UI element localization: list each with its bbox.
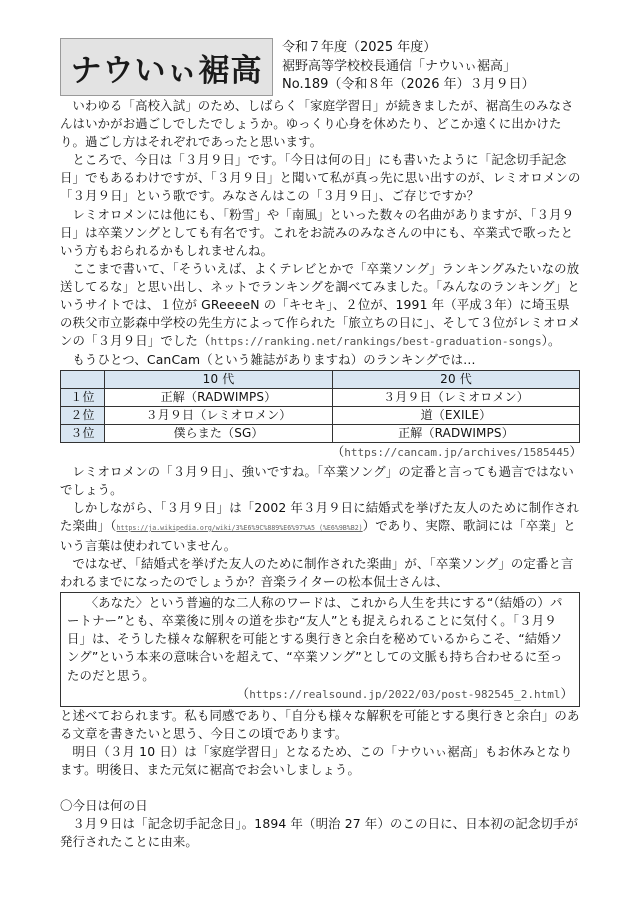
fiscal-year: 令和７年度（2025 年度） [282,40,437,55]
cancam-link[interactable]: https://cancam.jp/archives/1585445 [344,446,570,460]
newsletter-title: 裾野高等学校校長通信「ナウいぃ裾高」 [282,58,517,74]
paragraph: ではなぜ、「結婚式を挙げた友人のために制作された楽曲」が、「卒業ソング」の定番と言われるまでになったのでしょうか？音楽ライターの松本侃士さんは、 [60,555,574,590]
paragraph-text: ）。 [541,333,561,349]
spacer [60,779,582,797]
table-source: （https://cancam.jp/archives/1585445） [331,444,582,460]
table-row [61,425,580,443]
quote-box [60,592,580,707]
ranking-table [60,370,580,443]
paragraph: 明日（３月 10 日）は「家庭学習日」となるため、この「ナウいぃ裾高」もお休みとなります。明後日、また元気に裾高でお会いしましょう。 [60,743,573,777]
paragraph: しかしながら、「３月９日」は「2002 年３月９日に結婚式を挙げた友人のために制作された楽曲」（https://ja.wikipedia.org/wiki/3%E6%9C%889%E6%97%A5_(%E6%9B%B2)）であり、実際、歌詞には「卒業」という言葉は使われていません。 [60,499,579,553]
newsletter-logo: ナウいぃ裾高 [60,38,273,96]
column-header-teens: 10 代 [105,371,333,389]
rank-cell: ３位 [61,425,105,443]
paragraph-text: ここまで書いて、「そういえば、よくテレビとかで「卒業ソング」ランキングみたいなの放送してるな」と思い出し、ネットでランキングを調べてみました。「みんなのランキング」というサイトでは、１位が GReeeeN の「キセキ」、２位が、1991 年（平成３年）に埼玉県の秩父市立影森中学校の先生方によって作られた「旅立ちの日に」、そして３位がレミオロメンの「３月９日」でした（ [60,260,581,349]
quote-source: （https://realsound.jp/2022/03/post-982545_2.html） [236,685,573,701]
paragraph: レミオロメンの「３月９日」、強いですね。「卒業ソング」の定番と言っても過言ではないでしょう。 [60,463,574,497]
issue-info [282,39,582,95]
table-row [61,389,580,407]
today-text: ３月９日は「記念切手記念日」。1894 年（明治 27 年）のこの日に、日本初の記念切手が発行されたことに由来。 [60,816,579,850]
table-header-row [61,371,580,389]
table-row [61,407,580,425]
paragraph: と述べておられます。私も同感であり、「自分も様々な解釈を可能とする奥行きと余白」のある文章を書きたいと思う、今日この頃であります。 [60,707,580,741]
newsletter-header [60,38,580,96]
paragraph: ところで、今日は「３月９日」です。「今日は何の日」にも書いたように「記念切手記念日」でもあるわけですが、「３月９日」と聞いて私が真っ先に思い出すのが、レミオロメンの「３月９日」という歌です。みなさんはこの「３月９日」、ご存じですか？ [60,152,581,204]
article-body [60,97,582,851]
ranking-link[interactable]: https://ranking.net/rankings/best-graduation-songs [210,335,542,349]
table-cell: 道（EXILE） [333,407,580,425]
rank-cell: ２位 [61,407,105,425]
table-cell: 正解（RADWIMPS） [105,389,333,407]
column-header-twenties: 20 代 [333,371,580,389]
table-cell: ３月９日（レミオロメン） [105,407,333,425]
paragraph-text: しかしながら、「３月９日」は「2002 年３月９日に結婚式を挙げた友人のために制作された楽曲」 [60,499,579,533]
rank-cell: １位 [61,389,105,407]
paragraph: いわゆる「高校入試」のため、しばらく「家庭学習日」が続きましたが、裾高生のみなさんはいかがお過ごしでしたでしょうか。ゆっくり心身を休めたり、どこか遠くに出かけたり。過ごし方はそれぞれであったと思います。 [60,98,574,150]
paragraph: レミオロメンには他にも、「粉雪」や「南風」といった数々の名曲がありますが、「３月９日」は卒業ソングとしても有名です。これをお読みのみなさんの中にも、卒業式で歌ったという方もおられるかもしれませんね。 [60,206,575,258]
realsound-link[interactable]: https://realsound.jp/2022/03/post-982545_2.html [249,687,561,701]
quote-text: 〈あなた〉という普遍的な二人称のワードは、これから人生を共にする“（結婚の）パートナー”とも、卒業後に別々の道を歩む“友人”とも捉えられることに気付く。「３月９日」は、そうした様々な解釈を可能とする奥行きと余白を秘めているからこそ、“結婚ソング”という本来の意味合いを超えて、“卒業ソング”としての文脈も持ち合わせるに至ったのだと思う。 [67,595,563,683]
paragraph [60,260,582,351]
paragraph: もうひとつ、CanCam（という雑誌がありますね）のランキングでは… [72,352,476,368]
table-corner [61,371,105,389]
today-heading: 〇今日は何の日 [60,798,148,814]
wikipedia-link[interactable]: https://ja.wikipedia.org/wiki/3%E6%9C%889%E6%97%A5_(%E6%9B%B2) [116,523,363,532]
paragraph-text: であり、実際、歌詞には「卒業」という言葉は使われていません。 [60,517,576,553]
issue-number-date: No.189（令和８年（2026 年）３月９日） [282,77,535,92]
table-cell: 僕らまた（SG） [105,425,333,443]
table-cell: 正解（RADWIMPS） [333,425,580,443]
table-cell: ３月９日（レミオロメン） [333,389,580,407]
